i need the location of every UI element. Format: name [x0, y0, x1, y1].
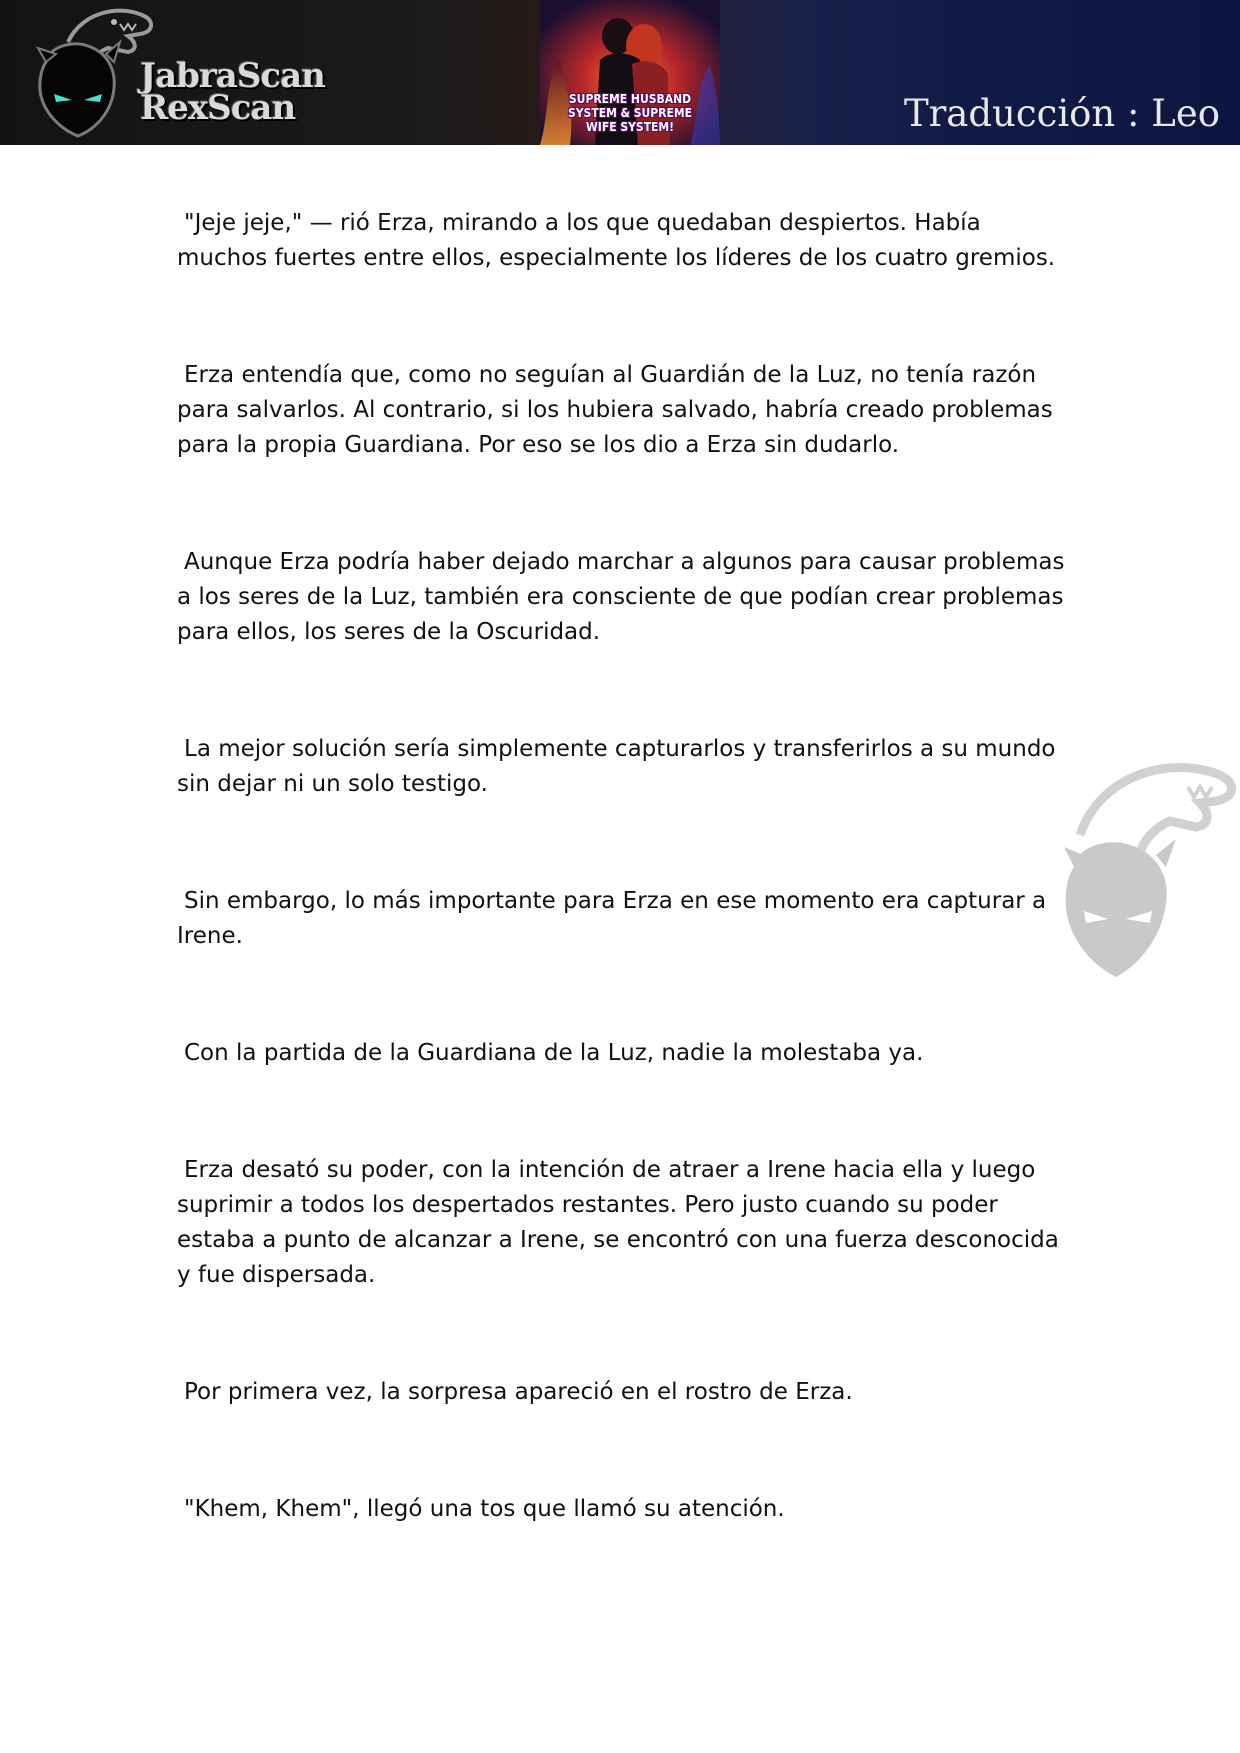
header-banner: [0, 0, 1240, 145]
dinosaur-mascot-logo-icon: [28, 2, 158, 142]
novel-cover-title: [560, 92, 700, 134]
translator-credit: Traducción : Leo: [903, 92, 1220, 135]
paragraph-2: Erza entendía que, como no seguían al Guardián de la Luz, no tenía razón para salvarlos. Al contrario, si los hubiera salvado, habría creado problemas para la propia Guardiana. Por eso se los dio a Erza sin dudarlo.: [177, 362, 1053, 458]
paragraph-1: "Jeje jeje," — rió Erza, mirando a los que quedaban despiertos. Había muchos fuertes entre ellos, especialmente los líderes de los cuatro gremios.: [177, 210, 1056, 271]
paragraph-5: Sin embargo, lo más importante para Erza en ese momento era capturar a Irene.: [177, 888, 1047, 949]
paragraph-7: Erza desató su poder, con la intención de atraer a Irene hacia ella y luego suprimir a todos los despertados restantes. Pero justo cuando su poder estaba a punto de alcanzar a Irene, se encontró con una fuerza desconocida y fue dispersada.: [177, 1157, 1059, 1288]
paragraph-8: Por primera vez, la sorpresa apareció en el rostro de Erza.: [184, 1379, 853, 1405]
paragraph-9: "Khem, Khem", llegó una tos que llamó su atención.: [184, 1496, 785, 1522]
paragraph-4: La mejor solución sería simplemente capturarlos y transferirlos a su mundo sin dejar ni un solo testigo.: [177, 736, 1056, 797]
paragraph-3: Aunque Erza podría haber dejado marchar a algunos para causar problemas a los seres de la Luz, también era consciente de que podían crear problemas para ellos, los seres de la Oscuridad.: [177, 549, 1065, 645]
dinosaur-watermark-icon: [1060, 755, 1240, 985]
cover-title-line-2: SYSTEM & SUPREME: [567, 106, 693, 120]
cover-title-line-3: WIFE SYSTEM!: [585, 120, 675, 134]
paragraph-6: Con la partida de la Guardiana de la Luz, nadie la molestaba ya.: [184, 1040, 924, 1066]
brand-line-1: JabraScan: [140, 56, 325, 96]
brand-line-2: RexScan: [140, 88, 296, 128]
cover-title-line-1: SUPREME HUSBAND: [568, 92, 692, 106]
scanlation-group-name: [140, 56, 325, 128]
chapter-body: [177, 206, 1077, 1527]
